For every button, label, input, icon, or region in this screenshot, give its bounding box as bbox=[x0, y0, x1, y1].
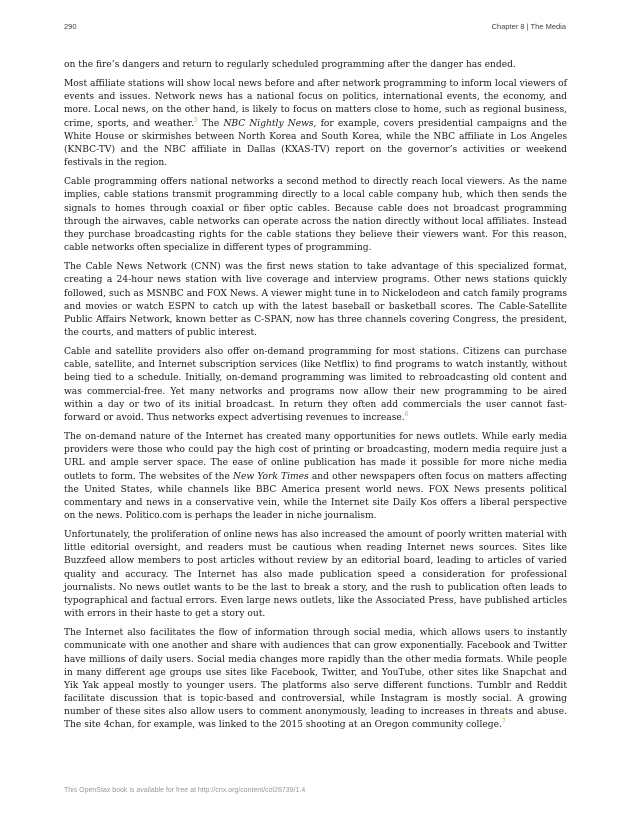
paragraph-3: The Cable News Network (CNN) was the first news station to take advantage of this specialized format, creating a 24-hour news station with live coverage and interview programs. Other news stations quickly followed, such as MSNBC and FOX News. A viewer might tune in to Nickelodeon and catch family programs and movies or watch ESPN to catch up with the latest baseball or basketball scores. The Cable-Satellite Public Affairs Network, known better as C-SPAN, now has three channels covering Congress, the president, the courts, and matters of public interest. bbox=[64, 262, 567, 338]
title-new-york-times: New York Times bbox=[233, 471, 309, 482]
paragraph-4: Cable and satellite providers also offer on-demand programming for most stations. Citizens can purchase cable, satellite, and Internet subscription services (like Netflix) to find programs to watch instantly, without being tied to a schedule. Initially, on-demand programming was limited to rebroadcasting old content and was commercial-free. Yet many networks and programs now allow their new programming to be aired within a day or two of its initial broadcast. In return they often add commercials the user cannot fast-forward or avoid. Thus networks expect advertising revenues to increase.$^6$ bbox=[64, 347, 567, 423]
paragraph-2: Cable programming offers national networks a second method to directly reach local viewers. As the name implies, cable stations transmit programming directly to a local cable company hub, which then sends the signals to homes through coaxial or fiber optic cables. Because cable does not broadcast programming through the airwaves, cable networks can operate across the nation directly without local affiliates. Instead they purchase broadcasting rights for the cable stations they believe their viewers want. For this reason, cable networks often specialize in different types of programming. bbox=[64, 177, 567, 254]
paragraph-0: on the fire’s dangers and return to regularly scheduled programming after the danger has ended. bbox=[64, 60, 516, 70]
page-number: 290 bbox=[64, 22, 77, 31]
footnote-ref-7[interactable]: 7 bbox=[501, 718, 506, 726]
paragraph-7: The Internet also facilitates the flow of information through social media, which allows users to instantly communicate with one another and share with audiences that can grow exponentially. Facebook and Twitter have millions of daily users. Social media changes more rapidly than the other media formats. While people in many different age groups use sites like Facebook, Twitter, and YouTube, other sites like Snapchat and Yik Yak appeal mostly to younger users. The platforms also serve different functions. Tumblr and Reddit facilitate discussion that is topic-based and controversial, while Instagram is mostly social. A growing number of these sites also allow users to comment anonymously, leading to increases in threats and abuse. The site 4chan, for example, was linked to the 2015 shooting at an Oregon community college.$^7$ bbox=[64, 628, 567, 731]
footnote-ref-6[interactable]: 6 bbox=[404, 410, 409, 418]
footnote-ref-5[interactable]: 5 bbox=[194, 116, 198, 124]
paragraph-6: Unfortunately, the proliferation of online news has also increased the amount of poorly written material with little editorial oversight, and readers must be cautious when reading Internet news sources. Sites like Buzzfeed allow members to post articles without review by an editorial board, leading to articles of varied quality and accuracy. The Internet has also made publication speed a consideration for professional journalists. No news outlet wants to be the last to break a story, and the rush to publication often leads to typographical and factual errors. Even large news outlets, like the Associated Press, have published articles with errors in their haste to get a story out. bbox=[64, 530, 567, 620]
paragraph-5: The on-demand nature of the Internet has created many opportunities for news outlets. While early media providers were those who could pay the high cost of printing or broadcasting, modern media require just a URL and ample server space. The ease of online publication has made it possible for more niche media outlets to form. The websites of the New York Times and other newspapers often focus on matters affecting the United States, while channels like BBC America present world news. FOX News presents political commentary and news in a conservative vein, while the Internet site Daily Kos offers a liberal perspective on the news. Politico.com is perhaps the leader in niche journalism. bbox=[64, 432, 567, 521]
paragraph-1: Most affiliate stations will show local news before and after network programming to inform local viewers of events and issues. Network news has a national focus on politics, international events, the economy, and more. Local news, on the other hand, is likely to focus on matters close to home, such as regional business, crime, sports, and weather.$^5$ The NBC Nightly News, for example, covers presidential campaigns and the White House or skirmishes between North Korea and South Korea, while the NBC affiliate in Los Angeles (KNBC-TV) and the NBC affiliate in Dallas (KXAS-TV) report on the governor’s activities or weekend festivals in the region. bbox=[64, 79, 567, 169]
title-nbc-nightly-news: NBC Nightly News bbox=[223, 118, 314, 129]
body-text bbox=[64, 59, 567, 739]
chapter-title: Chapter 8 | The Media bbox=[491, 22, 566, 31]
page-footer: This OpenStax book is available for free at http://cnx.org/content/col26739/1.4 bbox=[64, 787, 306, 794]
